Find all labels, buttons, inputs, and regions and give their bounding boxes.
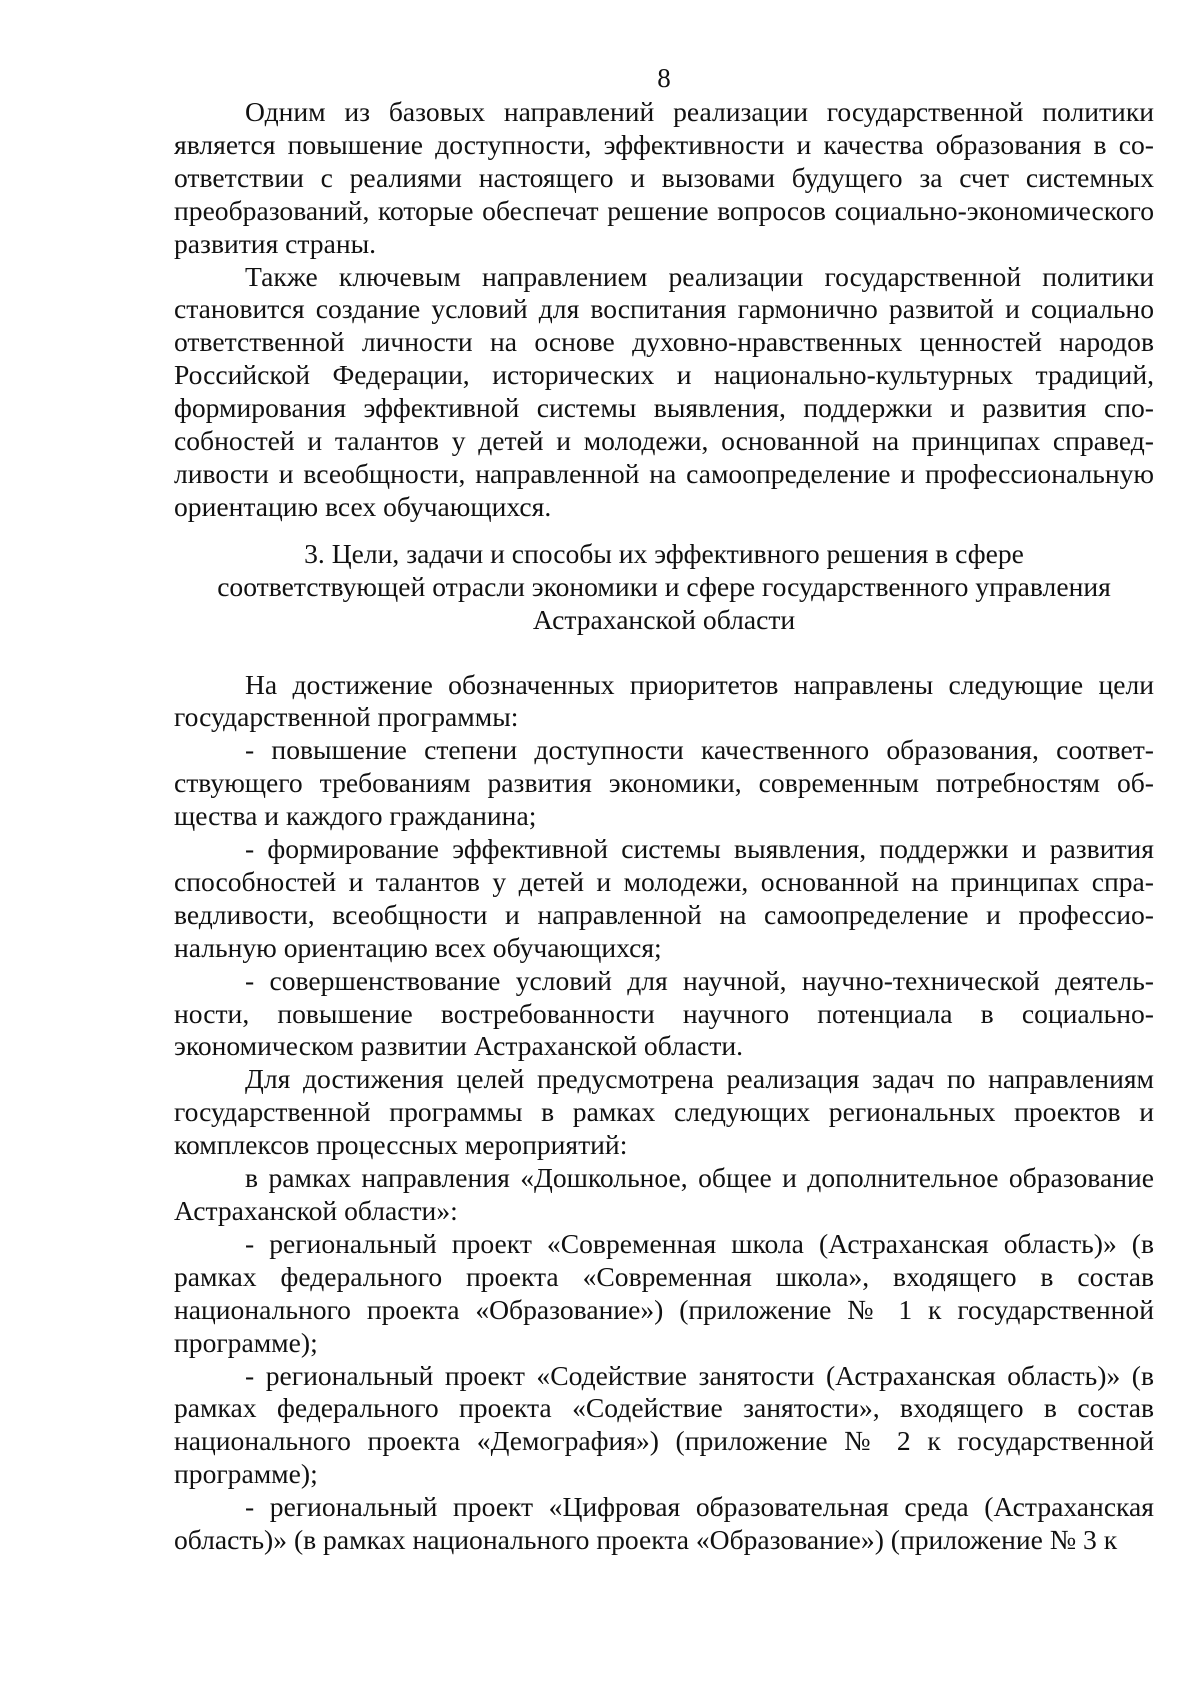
goal-item-talents: - формирование эффективной системы выявления, поддержки и развития способностей и талантов у детей и молодежи, основанной на принципах справедливости, всеобщности и направленной на самоопределение и профессиональную ориентацию всех обучающихся; xyxy=(174,833,1154,963)
section-heading-line-3: Астраханской области xyxy=(532,603,796,635)
project-item-employment: - региональный проект «Содействие занятости (Астраханская область)» (в рамках федерального проекта «Содействие занятости», входящего в состав национального проекта «Демография») (приложение № 2 к государственной программе); xyxy=(174,1359,1154,1490)
paragraph-key-direction: Также ключевым направлением реализации государственной политики становится создание условий для воспитания гармонично развитой и социально ответственной личности на основе духовно-нравственных ценностей народов Российской Федерации, исторических и национально-культурных традиций, формирования эффективной системы выявления, поддержки и развития способностей и талантов у детей и молодежи, основанной на принципах справедливости и всеобщности, направленной на самоопределение и профессиональную ориентацию всех обучающихся. xyxy=(174,260,1154,522)
goal-item-accessibility: - повышение степени доступности качественного образования, соответствующего требованиям развития экономики, современным потребностям общества и каждого гражданина; xyxy=(174,734,1154,832)
paragraph-direction-education: в рамках направления «Дошкольное, общее и дополнительное образование Астраханской области»: xyxy=(174,1162,1154,1226)
goal-item-science: - совершенствование условий для научной, научно-технической деятельности, повышение востребованности научного потенциала в социально-экономическом развитии Астраханской области. xyxy=(174,964,1154,1062)
paragraph-basic-direction: Одним из базовых направлений реализации государственной политики является повышение доступности, эффективности и качества образования в соответствии с реалиями настоящего и вызовами будущего за счет системных преобразований, которые обеспечат решение вопросов социально-экономического развития страны. xyxy=(174,96,1154,259)
section-heading-line-2: соответствующей отрасли экономики и сфере государственного управления xyxy=(217,570,1111,602)
paragraph-goals-intro: На достижение обозначенных приоритетов направлены следующие цели государственной программы: xyxy=(174,668,1154,733)
project-item-digital-environment: - региональный проект «Цифровая образовательная среда (Астраханская область)» (в рамках национального проекта «Образование») (приложение № 3 к xyxy=(174,1491,1154,1556)
section-heading-line-1: 3. Цели, задачи и способы их эффективного решения в сфере xyxy=(304,537,1024,569)
section-heading xyxy=(174,538,1154,637)
project-item-modern-school: - региональный проект «Современная школа (Астраханская область)» (в рамках федерального проекта «Современная школа», входящего в состав национального проекта «Образование») (приложение № 1 к государственной программе); xyxy=(174,1227,1154,1358)
paragraph-tasks-intro: Для достижения целей предусмотрена реализация задач по направлениям государственной программы в рамках следующих региональных проектов и комплексов процессных мероприятий: xyxy=(174,1063,1154,1161)
page-number: 8 xyxy=(657,63,671,93)
